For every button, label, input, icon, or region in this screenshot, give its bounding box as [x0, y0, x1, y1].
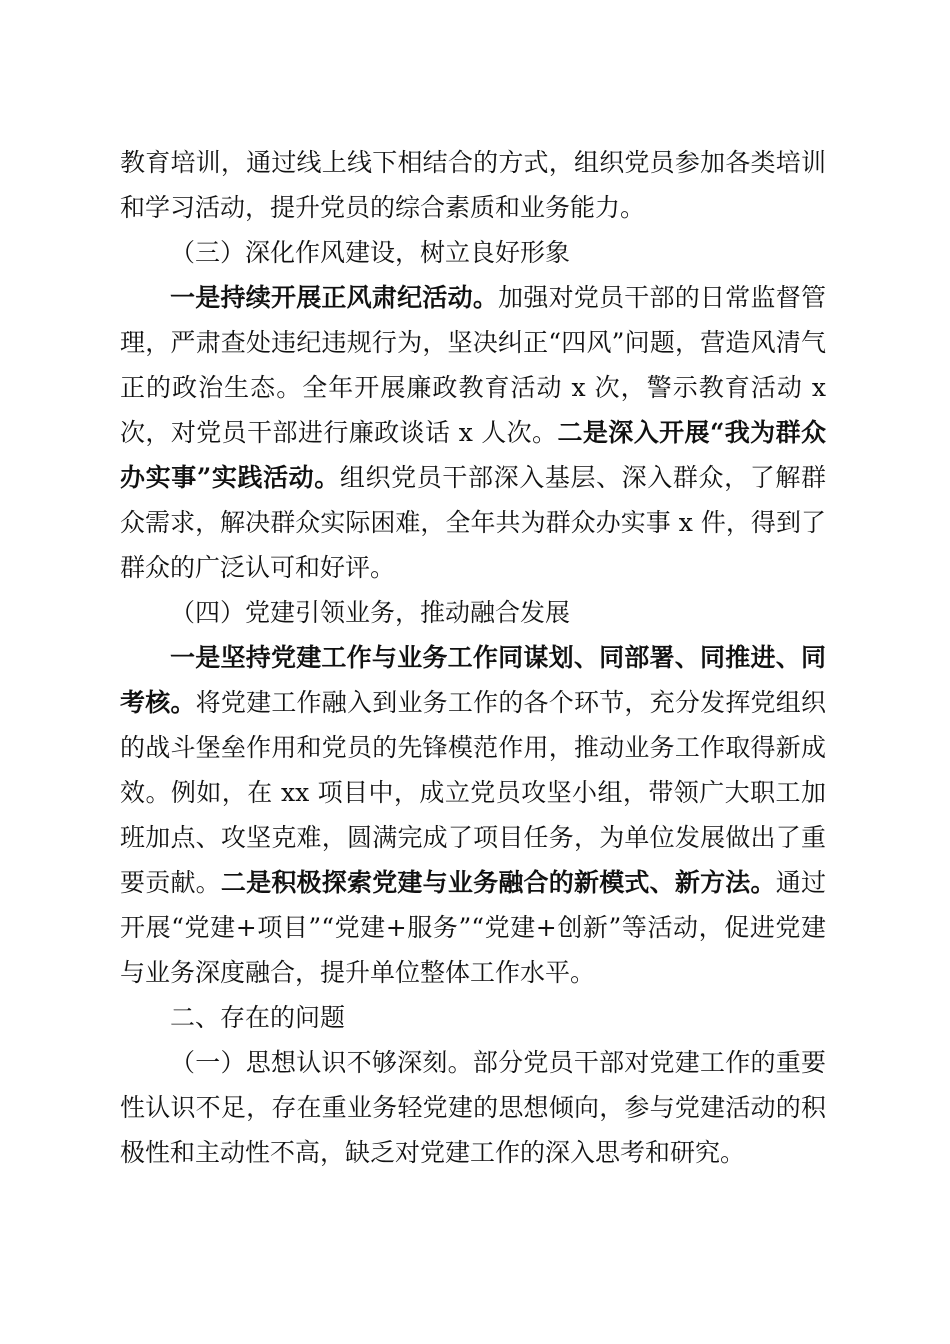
paragraph-text-2: 组织党员干部深入基层、深入群众，了解群众需求，解决群众实际困难，全年共为群众办实事 x 件，得到了群众的广泛认可和好评。 [120, 463, 826, 582]
paragraph-text-2: 通过开展“党建+项目”“党建+服务”“党建+创新”等活动，促进党建与业务深度融合，提升单位整体工作水平。 [120, 868, 826, 987]
section-heading-text: 二、存在的问题 [170, 1003, 346, 1032]
lead-sentence-2: 二是积极探索党建与业务融合的新模式、新方法。 [220, 868, 776, 897]
subheading-3 [120, 230, 826, 275]
paragraph-problem-1 [120, 1040, 826, 1175]
paragraph-text: 加强对党员干部的日常监督管理，严肃查处违纪违规行为，坚决纠正“四风”问题，营造风清气正的政治生态。全年开展廉政教育活动 x 次，警示教育活动 x 次，对党员干部进行廉政谈话 x 人次。 [120, 283, 826, 447]
lead-sentence: 一是持续开展正风肃纪活动。 [170, 283, 499, 312]
document-body [120, 140, 826, 1175]
paragraph-text: 将党建工作融入到业务工作的各个环节，充分发挥党组织的战斗堡垒作用和党员的先锋模范作用，推动业务工作取得新成效。例如，在 xx 项目中，成立党员攻坚小组，带领广大职工加班加点、攻坚克难，圆满完成了项目任务，为单位发展做出了重要贡献。 [120, 688, 826, 897]
subheading-text: （四）党建引领业务，推动融合发展 [170, 598, 571, 627]
paragraph-conduct [120, 275, 826, 590]
paragraph-text: 教育培训，通过线上线下相结合的方式，组织党员参加各类培训和学习活动，提升党员的综合素质和业务能力。 [120, 148, 826, 222]
subheading-text: （三）深化作风建设，树立良好形象 [170, 238, 571, 267]
paragraph-text: 部分党员干部对党建工作的重要性认识不足，存在重业务轻党建的思想倾向，参与党建活动的积极性和主动性不高，缺乏对党建工作的深入思考和研究。 [120, 1048, 826, 1167]
paragraph-continuation [120, 140, 826, 230]
lead-sentence: （一）思想认识不够深刻。 [170, 1048, 473, 1077]
section-heading-problems [120, 995, 826, 1040]
subheading-4 [120, 590, 826, 635]
lead-sentence-2: 二是深入开展“我为群众办实事”实践活动。 [120, 418, 826, 492]
paragraph-integration [120, 635, 826, 995]
lead-sentence: 一是坚持党建工作与业务工作同谋划、同部署、同推进、同考核。 [120, 643, 826, 717]
